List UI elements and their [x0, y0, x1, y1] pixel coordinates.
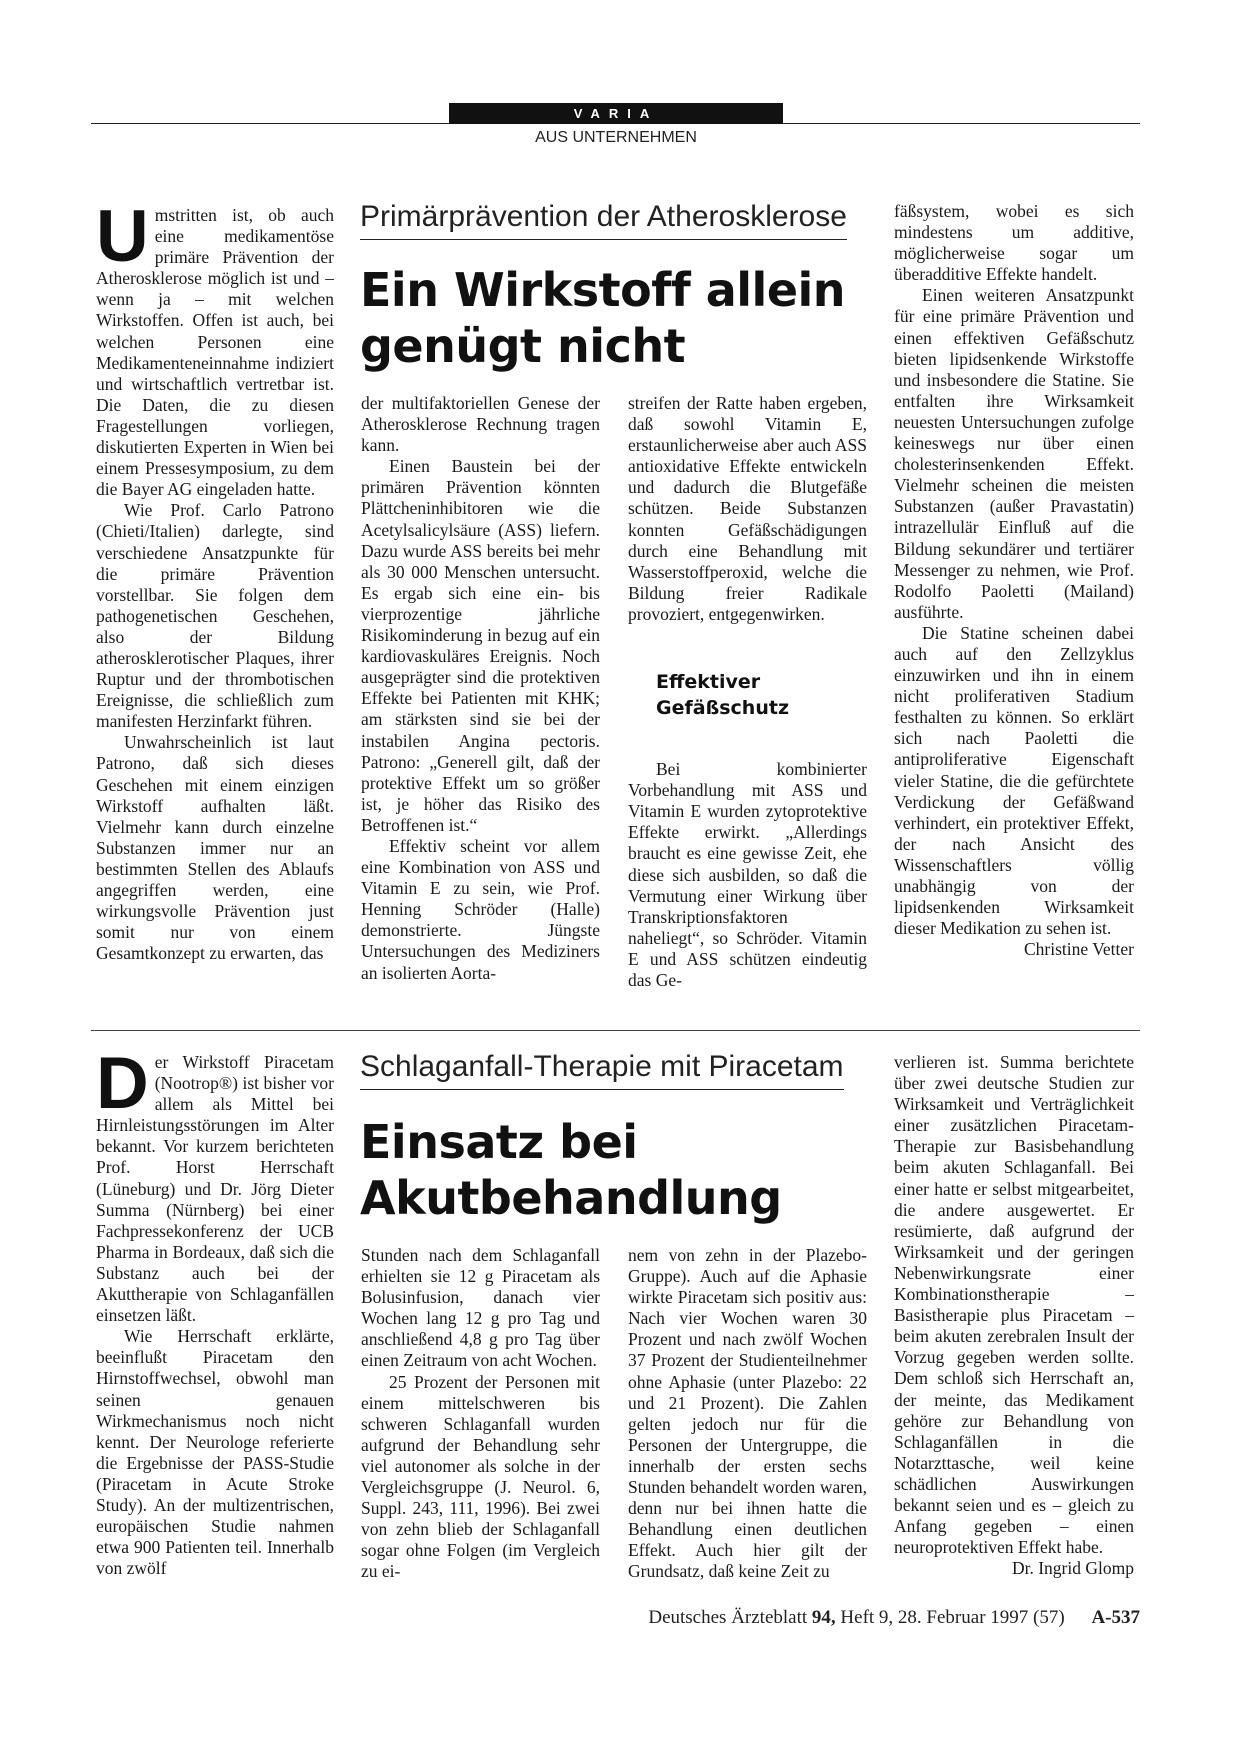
article1-paragraph	[894, 622, 1134, 960]
article1-subheading	[656, 669, 867, 721]
article2-kicker: Schlaganfall-Therapie mit Piracetam	[360, 1050, 844, 1090]
article2-column2	[361, 1245, 600, 1583]
article2-headline-line2: Akutbehandlung	[360, 1171, 782, 1225]
article2-paragraph: verlieren ist. Summa berichtete über zwei deutsche Studien zur Wirksamkeit und Verträglichkeit einer zusätzlichen Piracetam-Therapie zur Basisbehandlung beim akuten Schlaganfall. Bei einer hatte er selbst mitgearbeitet, die andere ausgewertet. Er resümierte, daß aufgrund der Wirksamkeit und der geringen Nebenwirkungsrate einer Kombinationstherapie – Basistherapie plus Piracetam – beim akuten zerebralen Insult der Vorzug gegeben werden sollte. Dem schloß sich Herrschaft an, der meinte, das Medikament gehöre zur Behandlung von Schlaganfällen in die Notarzttasche, weil keine schädlichen Auswirkungen bekannt seien und es – gleich zu Anfang gegeben – einen neuroprotektiven Effekt habe.	[894, 1052, 1134, 1558]
article2-column3	[628, 1245, 867, 1583]
footer-journal: Deutsches Ärzteblatt	[648, 1607, 808, 1628]
article2-column4	[894, 1052, 1134, 1579]
article1-kicker: Primärprävention der Atherosklerose	[360, 200, 847, 240]
article1-paragraph: streifen der Ratte haben ergeben, daß sowohl Vitamin E, erstaunlicherweise aber auch ASS antioxidative Effekte entwickeln und dadurch die Blutgefäße schützen. Beide Substanzen konnten Gefäßschädigungen durch eine Behandlung mit Wasserstoffperoxid, welche die Bildung freier Radikale provoziert, entgegenwirken.	[628, 393, 867, 624]
article1-headline	[360, 262, 845, 374]
article1-subheading-line1: Effektiver	[656, 671, 761, 694]
article1-paragraph: fäßsystem, wobei es sich mindestens um additive, möglicherweise sogar um überadditive Effekte handelt.	[894, 201, 1134, 285]
article2-headline	[360, 1114, 782, 1226]
footer-volume: 94,	[811, 1607, 836, 1628]
footer-page-number: A-537	[1091, 1607, 1140, 1628]
article1-dropcap: U	[96, 196, 149, 277]
article2-paragraph: er Wirkstoff Piracetam (Nootrop®) ist bisher vor allem als Mittel bei Hirnleistungsstörungen im Alter bekannt. Vor kurzem berichteten Prof. Horst Herrschaft (Lüneburg) und Dr. Jörg Dieter Summa (Nürnberg) bei einer Fachpressekonferenz der UCB Pharma in Bordeaux, daß sich die Substanz auch bei der Akuttherapie von Schlaganfällen einsetzen läßt.	[96, 1052, 334, 1326]
article2-paragraph: Wie Herrschaft erklärte, beeinflußt Piracetam den Hirnstoffwechsel, obwohl man seinen genauen Wirkmechanismus noch nicht kennt. Der Neurologe referierte die Ergebnisse der PASS-Studie (Piracetam in Acute Stroke Study). An der multizentrischen, europäischen Studie nahmen etwa 900 Patienten teil. Innerhalb von zwölf	[96, 1326, 334, 1579]
page-footer	[648, 1607, 1140, 1629]
article1-author: Christine Vetter	[1023, 939, 1134, 960]
article1-paragraph: Einen weiteren Ansatzpunkt für eine primäre Prävention und einen effektiven Gefäßschutz bieten lipidsenkende Wirkstoffe und insbesondere die Statine. Sie entfalten ihre Wirksamkeit neuesten Untersuchungen zufolge keineswegs nur über einen cholesterinsenkenden Effekt. Vielmehr scheinen die meisten Substanzen (außer Pravastatin) intrazellulär Einfluß auf die Bildung sekundärer und tertiärer Messenger zu nehmen, wie Prof. Rodolfo Paoletti (Mailand) ausführte.	[894, 285, 1134, 622]
section-subtitle: AUS UNTERNEHMEN	[535, 129, 697, 146]
article1-paragraph: mstritten ist, ob auch eine medikamentöse primäre Prävention der Atherosklerose möglich ist und – wenn ja – mit welchen Wirkstoffen. Offen ist auch, bei welchen Personen eine Medikamenteneinnahme indiziert und wirtschaftlich vertretbar ist. Die Daten, die zu diesen Fragestellungen vorliegen, diskutierten Experten in Wien bei einem Pressesymposium, zu dem die Bayer AG eingeladen hatte.	[96, 205, 334, 500]
article2-author: Dr. Ingrid Glomp	[1011, 1558, 1134, 1579]
article2-headline-line1: Einsatz bei	[360, 1115, 638, 1169]
section-bar: VARIA	[449, 103, 783, 124]
article-separator	[91, 1030, 1140, 1031]
article1-paragraph: Bei kombinierter Vorbehandlung mit ASS und Vitamin E wurden zytoprotektive Effekte erwirkt. „Allerdings braucht es eine gewisse Zeit, ehe diese sich ausbilden, so daß die Vermutung einer Wirkung über Transkriptionsfaktoren naheliegt“, so Schröder. Vitamin E und ASS schützen eindeutig das Ge-	[628, 759, 867, 990]
article1-paragraph: Effektiv scheint vor allem eine Kombination von ASS und Vitamin E zu sein, wie Prof. Henning Schröder (Halle) demonstrierte. Jüngste Untersuchungen des Mediziners an isolierten Aorta-	[361, 835, 600, 983]
article1-paragraph: Wie Prof. Carlo Patrono (Chieti/Italien) darlegte, sind verschiedene Ansatzpunkte für die primäre Prävention vorstellbar. Sie folgen dem pathogenetischen Geschehen, also der Bildung atherosklerotischer Plaques, ihrer Ruptur und der thrombotischen Ereignisse, die schließlich zum manifesten Herzinfarkt führen.	[96, 500, 334, 732]
article1-column4	[894, 201, 1134, 960]
article1-headline-line1: Ein Wirkstoff allein	[360, 263, 846, 317]
article1-subheading-line2: Gefäßschutz	[656, 697, 789, 720]
article2-paragraph: Stunden nach dem Schlaganfall erhielten sie 12 g Piracetam als Bolusinfusion, danach vier Wochen lang 12 g pro Tag und anschließend 4,8 g pro Tag über einen Zeitraum von acht Wochen.	[361, 1245, 600, 1371]
article2-dropcap: D	[96, 1043, 149, 1124]
article2-paragraph: 25 Prozent der Personen mit einem mittelschweren bis schweren Schlaganfall wurden aufgrund der Behandlung sehr viel autonomer als solche in der Vergleichsgruppe (J. Neurol. 6, Suppl. 243, 111, 1996). Bei zwei von zehn blieb der Schlaganfall sogar ohne Folgen (im Vergleich zu ei-	[361, 1371, 600, 1582]
article1-paragraph: der multifaktoriellen Genese der Atherosklerose Rechnung tragen kann.	[361, 393, 600, 456]
article2-paragraph: nem von zehn in der Plazebo-Gruppe). Auch auf die Aphasie wirkte Piracetam sich positiv aus: Nach vier Wochen waren 30 Prozent und nach zwölf Wochen 37 Prozent der Studienteilnehmer ohne Aphasie (unter Plazebo: 22 und 21 Prozent). Die Zahlen gelten jedoch nur für die Personen der Untergruppe, die innerhalb der ersten sechs Stunden behandelt worden waren, denn nur bei ihnen hatte die Behandlung einen deutlichen Effekt. Auch hier gilt der Grundsatz, daß keine Zeit zu	[628, 1245, 867, 1582]
article1-column2	[361, 393, 600, 984]
article1-paragraph-text: Die Statine scheinen dabei auch auf den Zellzyklus einzuwirken und ihn in einem nicht proliferativen Stadium festhalten zu können. So erklärt sich nach Paoletti die antiproliferative Eigenschaft vieler Statine, die die gefürchtete Verdickung der Gefäßwand verhindert, ein protektiver Effekt, der nach Ansicht des Wissenschaftlers völlig unabhängig von der lipidsenkenden Wirksamkeit dieser Medikation zu sehen ist.	[894, 622, 1134, 939]
article1-paragraph: Einen Baustein bei der primären Prävention könnten Plättcheninhibitoren wie die Acetylsalicylsäure (ASS) liefern. Dazu wurde ASS bereits bei mehr als 30 000 Menschen untersucht. Es ergab sich eine ein- bis vierprozentige jährliche Risikominderung in bezug auf ein kardiovaskuläres Ereignis. Noch ausgeprägter sind die protektiven Effekte bei Patienten mit KHK; am stärksten sind sie bei der instabilen Angina pectoris. Patrono: „Generell gilt, daß der protektive Effekt um so größer ist, je höher das Risiko des Betroffenen ist.“	[361, 456, 600, 835]
article1-column3	[628, 393, 867, 991]
footer-issue: Heft 9, 28. Februar 1997 (57)	[840, 1607, 1065, 1628]
article2-column1	[96, 1043, 334, 1579]
article1-headline-line2: genügt nicht	[360, 319, 686, 373]
article1-column1	[96, 196, 334, 964]
article1-paragraph: Unwahrscheinlich ist laut Patrono, daß sich dieses Geschehen mit einem einzigen Wirkstoff aufhalten läßt. Vielmehr kann durch einzelne Substanzen immer nur an bestimmten Stellen des Ablaufs angegriffen werden, eine wirkungsvolle Prävention just somit nur von einem Gesamtkonzept zu erwarten, das	[96, 732, 334, 964]
